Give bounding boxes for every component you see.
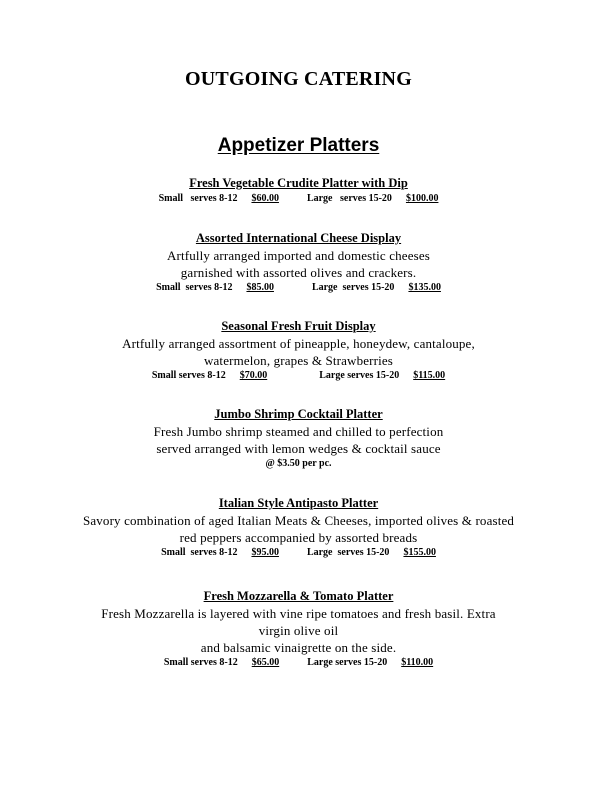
large-price: $155.00 [403,547,436,558]
item-name: Fresh Mozzarella & Tomato Platter [203,589,394,603]
small-price: $70.00 [239,370,268,381]
section-heading: Appetizer Platters [217,135,380,156]
small-size-label: Small serves 8-12 [161,547,238,558]
item-name: Jumbo Shrimp Cocktail Platter [214,407,383,421]
large-price: $115.00 [413,370,446,381]
menu-item-antipasto [0,495,597,560]
small-price: $85.00 [246,282,274,293]
small-size-label: Small serves 8-12 [151,370,226,381]
item-pricing [0,546,597,560]
small-size-label: Small serves 8-12 [158,193,238,204]
large-price: $135.00 [408,282,441,293]
item-description-line: Artfully arranged assortment of pineapple, honeydew, cantaloupe, [122,336,475,351]
item-name: Italian Style Antipasto Platter [218,496,379,510]
item-description-line: Fresh Jumbo shrimp steamed and chilled to perfection [153,424,444,439]
small-price: $65.00 [251,657,280,668]
menu-item-mozzarella [0,588,597,670]
item-name: Seasonal Fresh Fruit Display [221,319,376,333]
item-description-line: Fresh Mozzarella is layered with vine ripe tomatoes and fresh basil. Extra [101,606,496,621]
large-price: $100.00 [405,193,439,204]
menu-item-shrimp [0,406,597,471]
item-pricing [0,192,597,206]
large-size-label: Large serves 15-20 [306,193,392,204]
item-description-line: garnished with assorted olives and crackers. [180,265,417,280]
item-description-line: Savory combination of aged Italian Meats & Cheeses, imported olives & roasted [82,513,515,528]
item-price-note: @ $3.50 per pc. [265,458,332,469]
small-price: $60.00 [251,193,279,204]
large-size-label: Large serves 15-20 [306,547,390,558]
item-description-line: virgin olive oil [258,623,339,638]
item-description-line: served arranged with lemon wedges & cocktail sauce [156,441,441,456]
item-name: Assorted International Cheese Display [195,231,402,245]
item-description-line: and balsamic vinaigrette on the side. [200,640,397,655]
page-title: OUTGOING CATERING [185,68,412,90]
item-description-line: watermelon, grapes & Strawberries [203,353,394,368]
small-price: $95.00 [251,547,279,558]
menu-item-cheese [0,230,597,295]
item-description-line: red peppers accompanied by assorted breads [179,530,418,545]
menu-item-fruit [0,318,597,383]
item-pricing [0,281,597,295]
small-size-label: Small serves 8-12 [163,657,238,668]
large-size-label: Large serves 15-20 [311,282,395,293]
item-pricing [0,656,597,670]
menu-item-crudite [0,175,597,206]
item-description-line: Artfully arranged imported and domestic cheeses [167,248,430,263]
item-name: Fresh Vegetable Crudite Platter with Dip [189,176,408,190]
small-size-label: Small serves 8-12 [156,282,233,293]
large-size-label: Large serves 15-20 [307,657,388,668]
item-pricing [0,369,597,383]
large-price: $110.00 [401,657,434,668]
large-size-label: Large serves 15-20 [319,370,400,381]
